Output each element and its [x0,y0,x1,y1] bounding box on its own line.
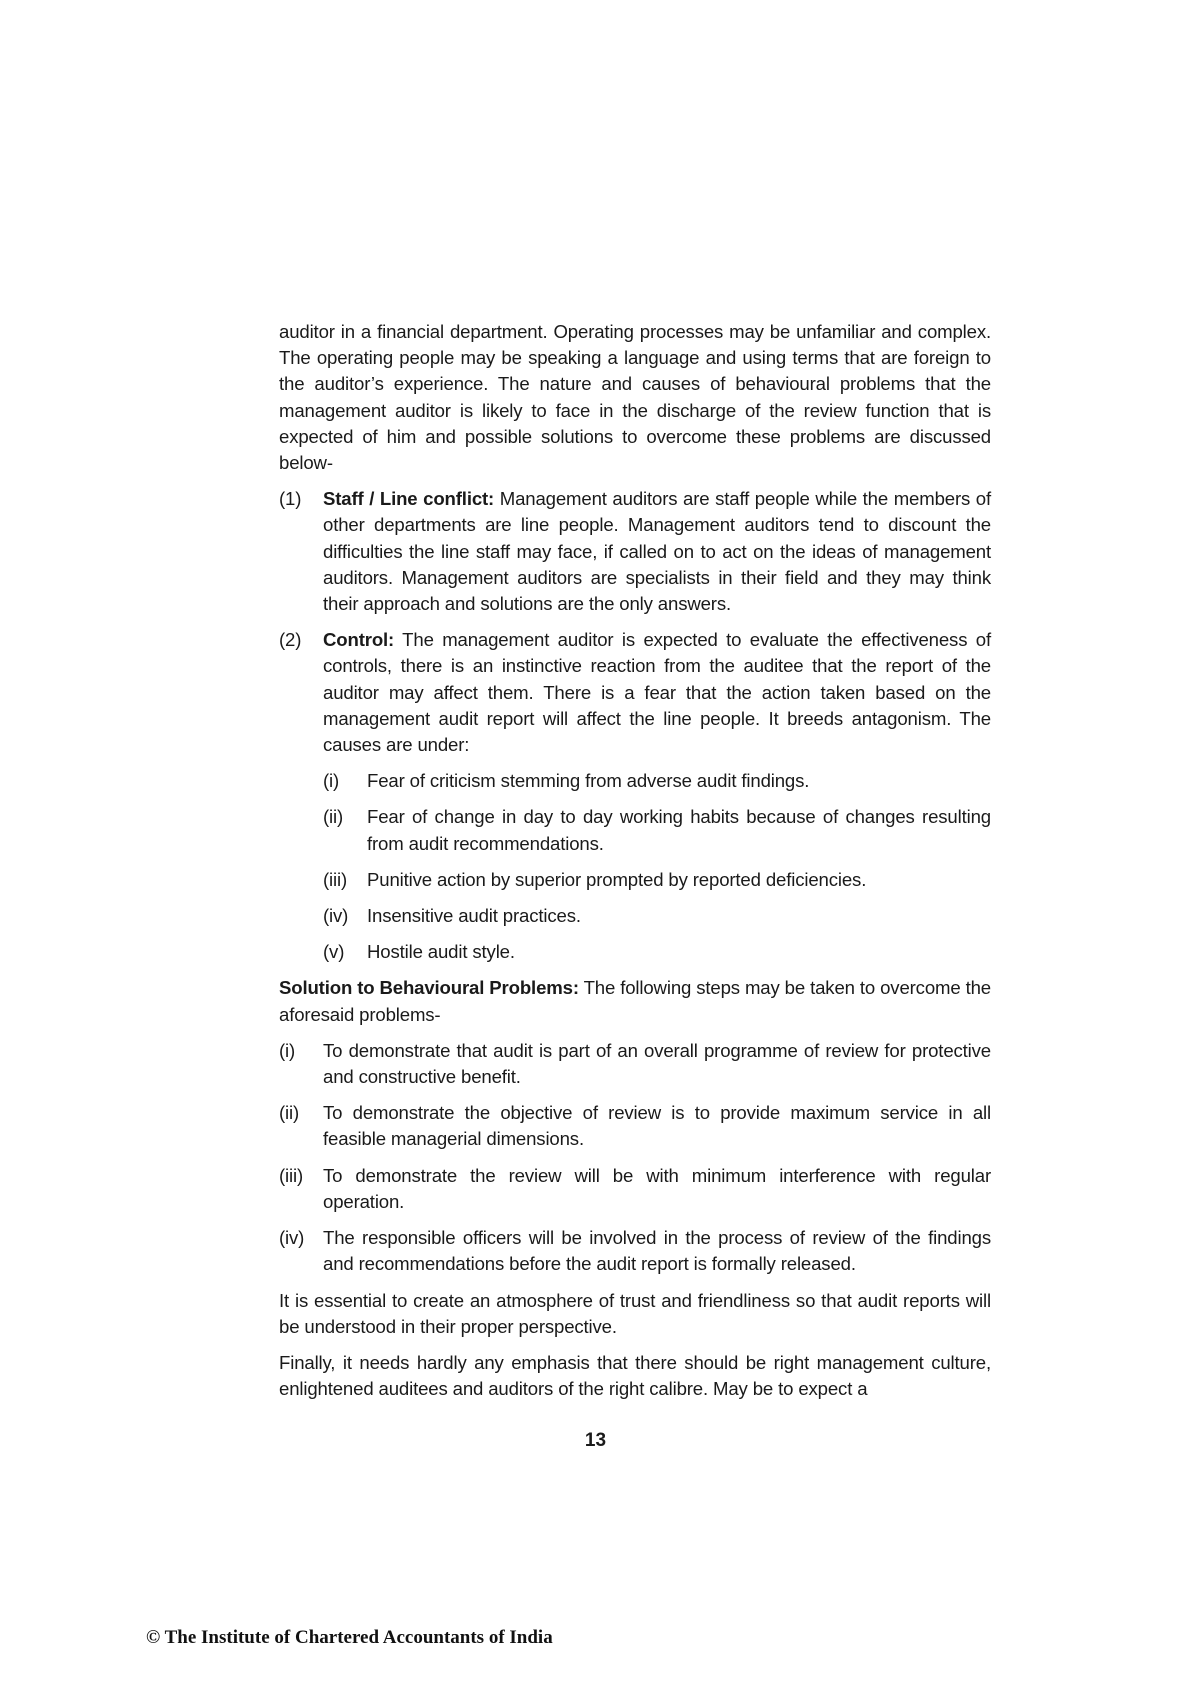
list-number: (iii) [279,1164,304,1186]
cause-item [323,867,991,893]
solution-step [279,1100,991,1152]
list-number: (ii) [323,806,344,828]
item-heading: Control: [323,629,395,651]
list-number: (2) [279,629,302,651]
list-text [323,486,991,617]
list-number: (1) [279,488,302,510]
list-text: To demonstrate the objective of review is to provide maximum service in all feasible managerial dimensions. [323,1102,991,1150]
closing-paragraph: It is essential to create an atmosphere of trust and friendliness so that audit reports will be understood in their proper perspective. [279,1289,991,1337]
list-number: (iv) [323,905,349,927]
cause-item [323,903,991,929]
intro-paragraph: auditor in a financial department. Operating processes may be unfamiliar and complex. The operating people may be speaking a language and using terms that are foreign to the auditor’s experience. The nature and causes of behavioural problems that the management auditor is likely to face in the discharge of the review function that is expected of him and possible solutions to overcome these problems are discussed below- [279,321,991,474]
page-number: 13 [584,1430,607,1451]
list-number: (iii) [323,868,348,890]
solution-heading: Solution to Behavioural Problems: [279,977,579,999]
closing-paragraph: Finally, it needs hardly any emphasis that there should be right management culture, enlightened auditees and auditors of the right calibre. May be to expect a [279,1351,991,1400]
list-text: Punitive action by superior prompted by reported deficiencies. [367,868,867,890]
item-body: Management auditors are staff people while the members of other departments are line people. Management auditors tend to discount the difficulties the line staff may face, if called on to act on the ideas of management auditors. Management auditors are specialists in their field and they may think their approach and solutions are the only answers. [323,488,991,615]
list-number: (i) [279,1039,296,1061]
list-text: Fear of criticism stemming from adverse audit findings. [367,770,810,792]
cause-item [323,939,991,965]
list-text: Hostile audit style. [367,941,515,963]
list-text: The responsible officers will be involved in the process of review of the findings and recommendations before the audit report is formally released. [323,1227,991,1275]
item-body: The management auditor is expected to evaluate the effectiveness of controls, there is an instinctive reaction from the auditee that the report of the auditor may affect them. There is a fear that the action taken based on the management audit report will affect the line people. It breeds antagonism. The causes are under: [323,629,991,756]
solution-step [279,1038,991,1090]
cause-item [323,768,991,794]
problem-item [279,627,991,758]
list-text [323,627,991,758]
solution-step [279,1163,991,1215]
list-number: (ii) [279,1102,300,1124]
page-body [279,319,991,1412]
list-number: (i) [323,770,340,792]
cause-item [323,804,991,856]
list-text: Fear of change in day to day working habits because of changes resulting from audit recommendations. [367,806,991,854]
solution-intro: The following steps may be taken to overcome the aforesaid problems- [279,977,991,1025]
list-text: To demonstrate the review will be with minimum interference with regular operation. [323,1164,991,1212]
copyright-footer: © The Institute of Chartered Accountants of India [146,1627,553,1648]
list-text: To demonstrate that audit is part of an overall programme of review for protective and constructive benefit. [323,1039,991,1088]
list-number: (v) [323,941,345,963]
causes-list [279,768,991,965]
item-heading: Staff / Line conflict: [323,488,495,510]
list-text: Insensitive audit practices. [367,905,581,927]
solution-step [279,1225,991,1277]
problem-item [279,486,991,617]
solution-paragraph [279,975,991,1027]
list-number: (iv) [279,1227,305,1249]
